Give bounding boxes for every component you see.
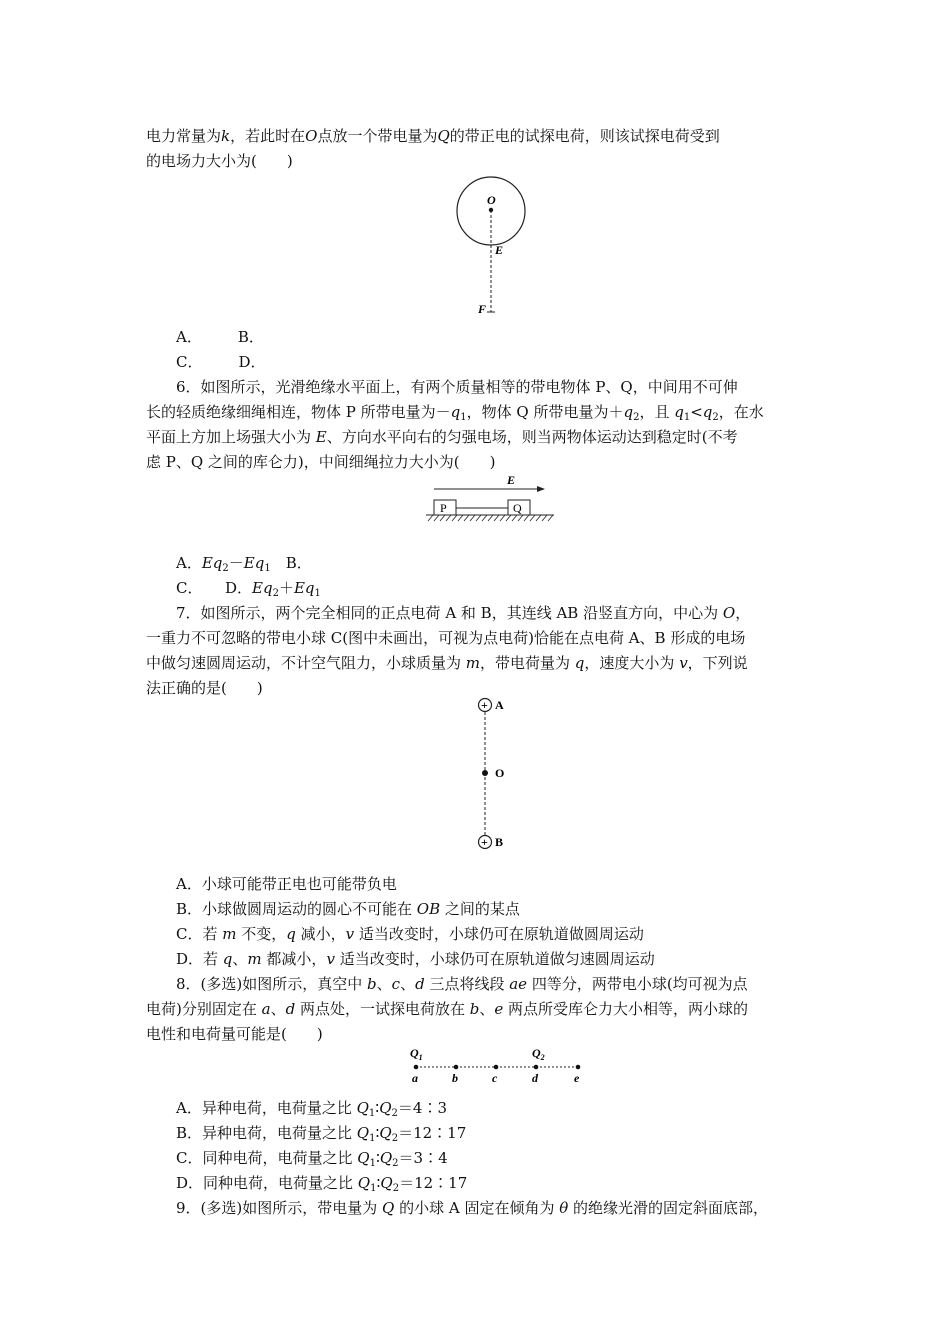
label-o: O (487, 193, 496, 207)
q6-blocks-figure (424, 472, 558, 522)
svg-text:+: + (481, 698, 488, 712)
point-b (454, 1065, 459, 1070)
point-a (414, 1065, 419, 1070)
q5-line-2: 的电场力大小为( ) (146, 152, 293, 170)
center-o (482, 770, 488, 776)
q6-line-2: 长的轻质绝缘细绳相连，物体 P 所带电量为$-q_1$，物体 Q 所带电量为$+q_2$，且 $q_1<q_2$，在水 (146, 403, 764, 423)
q8-line-2: 电荷)分别固定在 a、d 两点处，一试探电荷放在 b、e 两点所受库仑力大小相等，两小球的 (146, 1000, 749, 1018)
ground-hatch (428, 515, 553, 521)
q5-option-ab: A． B． (176, 328, 264, 346)
q7-line-3: 中做匀速圆周运动，不计空气阻力，小球质量为 m，带电荷量为 q，速度大小为 v，下列说 (146, 654, 748, 672)
q6-line-1: 6．如图所示，光滑绝缘水平面上，有两个质量相等的带电物体 P、Q，中间用不可伸 (176, 378, 738, 396)
q7-option-b: B．小球做圆周运动的圆心不可能在 OB 之间的某点 (176, 900, 520, 918)
q8-segment-figure (406, 1044, 591, 1086)
q5-option-cd: C． D． (176, 353, 266, 371)
label-d: d (532, 1071, 538, 1085)
label-a: A (495, 698, 504, 712)
q8-option-d: D．同种电荷，电荷量之比 $Q_1∶Q_2=12∶17$ (176, 1174, 468, 1194)
q7-option-c: C．若 m 不变，q 减小，v 适当改变时，小球仍可在原轨道做圆周运动 (176, 925, 644, 943)
label-f: F (478, 302, 487, 316)
label-e: E (507, 473, 516, 487)
q8-option-b: B．异种电荷，电荷量之比 $Q_1∶Q_2=12∶17$ (176, 1124, 467, 1144)
q5-line-1: 电力常量为k，若此时在O点放一个带电量为Q的带正电的试探电荷，则该试探电荷受到 (146, 127, 720, 145)
q7-line-2: 一重力不可忽略的带电小球 C(图中未画出，可视为点电荷)恰能在点电荷 A、B 形成的电场 (146, 629, 746, 647)
q8-line-1: 8．(多选)如图所示，真空中 b、c、d 三点将线段 ae 四等分，两带电小球(均可视为点 (176, 975, 748, 993)
label-q: Q (513, 501, 522, 515)
label-q1: $Q_1$ (410, 1046, 423, 1062)
q6-line-4: 虑 P、Q 之间的库仑力)，中间细绳拉力大小为( ) (146, 453, 496, 471)
q6-option-cd: C． D．$Eq_2+Eq_1$ (176, 579, 321, 599)
label-p: P (440, 501, 447, 515)
label-b: B (495, 835, 504, 849)
q6-line-3: 平面上方加上场强大小为 E、方向水平向右的匀强电场，则当两物体运动达到稳定时(不考 (146, 428, 738, 446)
point-c (494, 1065, 499, 1070)
q7-option-a: A．小球可能带正电也可能带负电 (176, 875, 397, 893)
label-b: b (452, 1071, 458, 1085)
svg-text:+: + (481, 835, 488, 849)
label-e: e (574, 1071, 580, 1085)
q7-line-4: 法正确的是( ) (146, 679, 263, 697)
label-c: c (492, 1071, 498, 1085)
label-q2: $Q_2$ (532, 1046, 545, 1062)
q9-line-1: 9．(多选)如图所示，带电量为 Q 的小球 A 固定在倾角为 θ 的绝缘光滑的固定斜面底部， (176, 1199, 769, 1217)
q6-option-ab: A．$Eq_2-Eq_1$ B． (176, 554, 312, 574)
q8-option-c: C．同种电荷，电荷量之比 $Q_1∶Q_2=3∶4$ (176, 1149, 448, 1169)
q7-option-d: D．若 q、m 都减小，v 适当改变时，小球仍可在原轨道做匀速圆周运动 (176, 950, 655, 968)
q7-charges-figure (470, 694, 520, 856)
q7-line-1: 7．如图所示，两个完全相同的正点电荷 A 和 B，其连线 AB 沿竖直方向，中心为 O， (176, 604, 751, 622)
q8-line-3: 电性和电荷量可能是( ) (146, 1025, 323, 1043)
label-a: a (412, 1071, 418, 1085)
label-o: O (495, 766, 505, 780)
point-e (576, 1065, 581, 1070)
q8-option-a: A．异种电荷，电荷量之比 $Q_1∶Q_2=4∶3$ (176, 1099, 447, 1119)
label-e: E (495, 243, 504, 257)
q5-circle-figure (440, 176, 550, 321)
point-d (534, 1065, 539, 1070)
